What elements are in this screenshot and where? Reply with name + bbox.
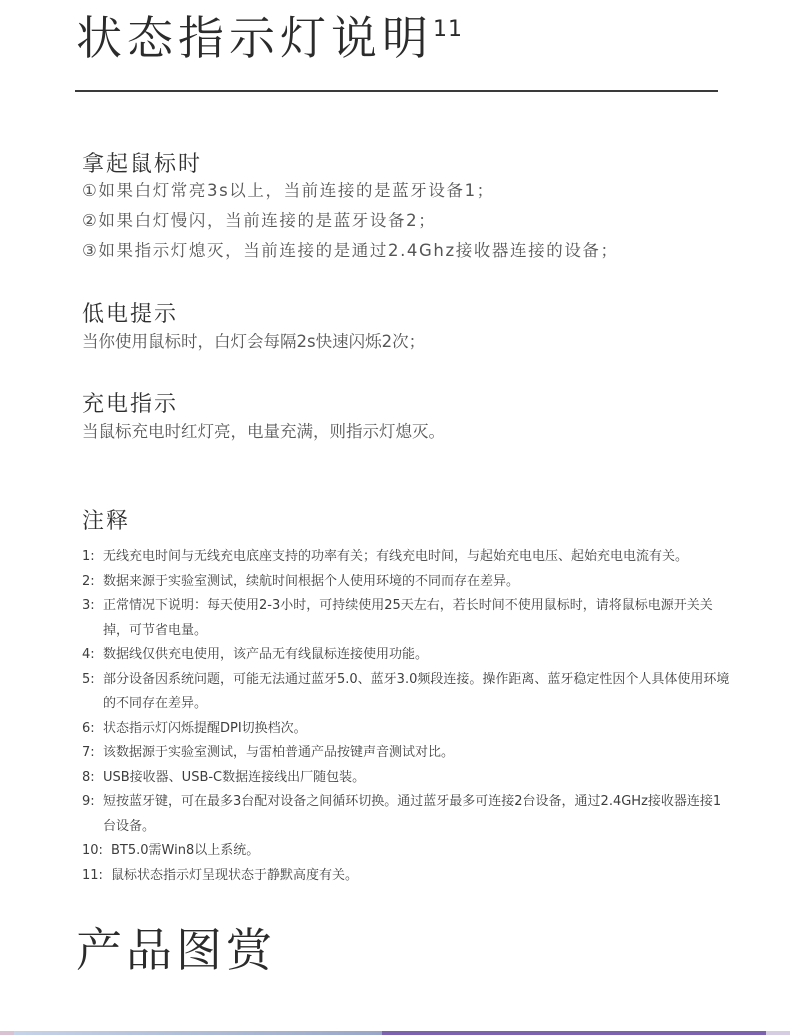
pickup-line-1: ①如果白灯常亮3s以上，当前连接的是蓝牙设备1； <box>82 181 495 200</box>
note-text: 无线充电时间与无线充电底座支持的功率有关；有线充电时间，与起始充电电压、起始充电电流有关。 <box>103 549 689 564</box>
pickup-line-2: ②如果白灯慢闪，当前连接的是蓝牙设备2； <box>82 211 437 230</box>
note-item <box>82 741 732 766</box>
gallery-title: 产品图赏 <box>76 923 276 977</box>
note-number: 6: <box>82 720 95 736</box>
note-number: 5: <box>82 671 95 687</box>
notes-heading: 注释 <box>82 509 131 534</box>
pickup-line-3: ③如果指示灯熄灭，当前连接的是通过2.4Ghz接收器连接的设备； <box>82 241 619 260</box>
notes-list <box>82 545 732 888</box>
note-text: 状态指示灯闪烁提醒DPI切换档次。 <box>103 720 307 736</box>
note-item <box>82 570 732 595</box>
page-title <box>76 6 463 80</box>
note-number: 8: <box>82 769 95 785</box>
note-item <box>82 594 732 643</box>
note-text: 鼠标状态指示灯呈现状态于静默高度有关。 <box>111 867 359 883</box>
note-number: 10: <box>82 843 103 858</box>
note-item <box>82 864 732 889</box>
note-text: 正常情况下说明：每天使用2-3小时，可持续使用25天左右，若长时间不使用鼠标时，请将鼠标电源开关关掉，可节省电量。 <box>103 598 713 638</box>
note-item <box>82 545 732 570</box>
low-battery-heading: 低电提示 <box>82 302 179 327</box>
title-footnote: 11 <box>433 17 463 42</box>
note-text: BT5.0需Win8以上系统。 <box>111 843 260 858</box>
note-number: 2: <box>82 573 95 589</box>
note-item <box>82 790 732 839</box>
strip-left-edge <box>0 1031 14 1035</box>
note-number: 3: <box>82 598 95 613</box>
title-divider <box>75 90 718 92</box>
note-item <box>82 668 732 717</box>
note-number: 7: <box>82 745 95 760</box>
strip-right-segment <box>382 1031 766 1035</box>
strip-right-edge <box>766 1031 790 1035</box>
note-number: 9: <box>82 794 95 809</box>
note-text: 数据来源于实验室测试，续航时间根据个人使用环境的不同而存在差异。 <box>103 573 520 589</box>
note-number: 4: <box>82 647 95 662</box>
note-text: 短按蓝牙键，可在最多3台配对设备之间循环切换。通过蓝牙最多可连接2台设备，通过2.4GHz接收器连接1台设备。 <box>103 794 722 834</box>
page-title-text: 状态指示灯说明 <box>76 11 433 65</box>
note-text: 该数据源于实验室测试，与雷柏普通产品按键声音测试对比。 <box>103 745 455 760</box>
note-text: USB接收器、USB-C数据连接线出厂随包装。 <box>103 769 366 785</box>
note-item <box>82 839 732 864</box>
strip-left-segment <box>14 1031 382 1035</box>
note-item <box>82 766 732 791</box>
note-item <box>82 643 732 668</box>
note-text: 数据线仅供充电使用，该产品无有线鼠标连接使用功能。 <box>103 647 429 662</box>
charging-text: 当鼠标充电时红灯亮，电量充满，则指示灯熄灭。 <box>82 422 445 441</box>
pickup-heading: 拿起鼠标时 <box>82 152 203 177</box>
product-image-strip <box>0 1031 790 1035</box>
note-text: 部分设备因系统问题，可能无法通过蓝牙5.0、蓝牙3.0频段连接。操作距离、蓝牙稳定性因个人具体使用环境的不同存在差异。 <box>103 671 730 711</box>
note-number: 1: <box>82 549 95 564</box>
note-item <box>82 717 732 742</box>
note-number: 11: <box>82 867 103 883</box>
charging-heading: 充电指示 <box>82 392 179 417</box>
low-battery-text: 当你使用鼠标时，白灯会每隔2s快速闪烁2次； <box>82 332 426 351</box>
